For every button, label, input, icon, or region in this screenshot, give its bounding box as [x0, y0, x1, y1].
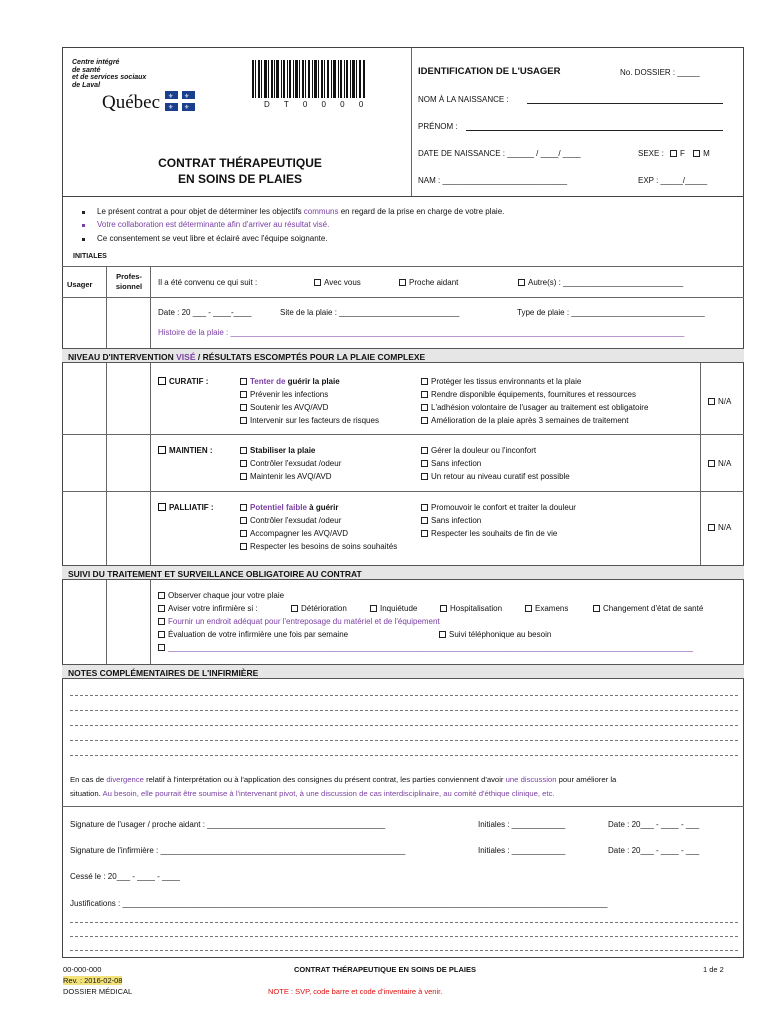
row-line	[62, 297, 744, 298]
checkbox[interactable]	[399, 279, 406, 286]
col-line	[150, 580, 151, 664]
prenom-input[interactable]	[466, 130, 723, 131]
curatif-right-item[interactable]: Protéger les tissus environnants et la plaie	[421, 377, 581, 386]
checkbox[interactable]	[240, 460, 247, 467]
checkbox[interactable]	[314, 279, 321, 286]
checkbox[interactable]	[240, 447, 247, 454]
bullet-icon	[82, 224, 85, 227]
na-col-line	[700, 363, 701, 566]
notes-line[interactable]	[70, 740, 738, 741]
aviser-option[interactable]: Détérioration	[291, 604, 347, 613]
checkbox[interactable]	[240, 378, 247, 385]
sexe-m-label: M	[703, 149, 710, 158]
org-line: de santé	[72, 66, 101, 74]
maintien-right-item[interactable]: Sans infection	[421, 459, 481, 468]
checkbox[interactable]	[440, 605, 447, 612]
aviser-option[interactable]: Inquiétude	[370, 604, 417, 613]
footer-code: 00-000-000	[63, 965, 102, 974]
justif-line[interactable]	[70, 950, 738, 951]
org-line: de Laval	[72, 81, 101, 89]
suivi-observer[interactable]: Observer chaque jour votre plaie	[158, 591, 284, 600]
palliatif-left-item[interactable]: Contrôler l'exsudat /odeur	[240, 516, 341, 525]
palliatif-right-item[interactable]: Sans infection	[421, 516, 481, 525]
org-line: Centre intégré	[72, 59, 120, 66]
notes-line[interactable]	[70, 710, 738, 711]
checkbox[interactable]	[421, 417, 428, 424]
checkbox[interactable]	[421, 530, 428, 537]
intro-bullet-1: Le présent contrat a pour objet de déterminer les objectifs communs en regard de la prise en charge de votre plaie.	[97, 207, 505, 216]
row-line	[62, 806, 744, 807]
site-field[interactable]: Site de la plaie : ___________________________	[280, 308, 460, 317]
histoire-field[interactable]: Histoire de la plaie : ______________________________________________________________________________________________________	[158, 328, 685, 337]
aviser-option[interactable]: Changement d'état de santé	[593, 604, 703, 613]
curatif-left-item[interactable]: Soutenir les AVQ/AVD	[240, 403, 328, 412]
quebec-logo	[102, 91, 195, 114]
svg-text:⚜: ⚜	[183, 94, 190, 100]
initiales-usager-field[interactable]: Initiales : ____________	[478, 820, 566, 829]
checkbox[interactable]	[421, 517, 428, 524]
intro-bullet-3: Ce consentement se veut libre et éclairé avec l'équipe soignante.	[97, 234, 328, 243]
date-usager-field[interactable]: Date : 20___ - ____ - ___	[608, 820, 700, 829]
cesse-field[interactable]: Cessé le : 20___ - ____ - ____	[70, 872, 180, 881]
checkbox[interactable]	[240, 517, 247, 524]
id-title: IDENTIFICATION DE L'USAGER	[418, 66, 561, 77]
checkbox[interactable]	[421, 447, 428, 454]
palliatif-left-item[interactable]: Respecter les besoins de soins souhaités	[240, 542, 397, 551]
curatif-goal[interactable]: Tenter de guérir la plaie	[240, 377, 340, 386]
title-line: CONTRAT THÉRAPEUTIQUE	[158, 156, 322, 170]
checkbox[interactable]	[421, 378, 428, 385]
checkbox[interactable]	[518, 279, 525, 286]
ddn-field[interactable]: DATE DE NAISSANCE : ______ / ____/ ____	[418, 149, 581, 158]
title-line: EN SOINS DE PLAIES	[177, 172, 303, 186]
svg-text:⚜: ⚜	[167, 105, 174, 111]
intro-bullet-2: Votre collaboration est déterminante afin d'arriver au résultat visé.	[97, 220, 330, 229]
col-line	[150, 266, 151, 566]
autre-option[interactable]: Autre(s) : ___________________________	[518, 278, 683, 287]
convenu-text: Il a été convenu ce qui suit :	[158, 278, 258, 287]
org-logo	[72, 59, 182, 89]
checkbox[interactable]	[158, 631, 165, 638]
signature-infirmiere-field[interactable]: Signature de l'infirmière : _______________________________________________________	[70, 846, 406, 855]
bullet-icon	[82, 238, 85, 241]
notes-line[interactable]	[70, 695, 738, 696]
curatif-right-item[interactable]: Rendre disponible équipements, fournitures et ressources	[421, 390, 636, 399]
checkbox[interactable]	[158, 592, 165, 599]
quebec-flag-icon	[165, 91, 195, 111]
checkbox[interactable]	[158, 377, 166, 385]
niveau-band: NIVEAU D'INTERVENTION VISÉ / RÉSULTATS ESCOMPTÉS POUR LA PLAIE COMPLEXE	[62, 348, 744, 363]
col-professionnel: Profes- sionnel	[115, 272, 143, 291]
justifications-field[interactable]: Justifications : _____________________________________________________________________________________________________________	[70, 899, 608, 908]
suivi-band: SUIVI DU TRAITEMENT ET SURVEILLANCE OBLIGATOIRE AU CONTRAT	[62, 565, 744, 580]
suivi-aviser[interactable]: Aviser votre infirmière si :	[158, 604, 258, 613]
maintien-left-item[interactable]: Contrôler l'exsudat /odeur	[240, 459, 341, 468]
checkbox[interactable]	[421, 473, 428, 480]
prenom-label: PRÉNOM :	[418, 122, 458, 131]
checkbox[interactable]	[158, 644, 165, 651]
notes-line[interactable]	[70, 725, 738, 726]
maintien-na[interactable]: N/A	[708, 459, 731, 468]
barcode-text: D T 0 0 0 0	[264, 100, 370, 109]
checkbox[interactable]	[240, 543, 247, 550]
nom-input[interactable]	[527, 103, 723, 104]
bullet-icon	[82, 211, 85, 214]
checkbox[interactable]	[291, 605, 298, 612]
footer-note: NOTE : SVP, code barre et code d'inventaire à venir.	[268, 987, 443, 996]
signature-usager-field[interactable]: Signature de l'usager / proche aidant : ________________________________________	[70, 820, 386, 829]
checkbox[interactable]	[158, 605, 165, 612]
proche-aidant-option[interactable]: Proche aidant	[399, 278, 458, 287]
palliatif-right-item[interactable]: Respecter les souhaits de fin de vie	[421, 529, 557, 538]
palliatif-right-item[interactable]: Promouvoir le confort et traiter la douleur	[421, 503, 576, 512]
divergence-paragraph-2: situation. Au besoin, elle pourrait être soumise à l'intervenant pivot, à une discussion de cas interdisciplinaire, au comité d'éthique clinique, etc.	[70, 789, 555, 798]
curatif-option[interactable]: CURATIF :	[158, 377, 208, 386]
checkbox[interactable]	[240, 530, 247, 537]
checkbox[interactable]	[158, 446, 166, 454]
suivi-fournir[interactable]: Fournir un endroit adéquat pour l'entreposage du matériel et de l'équipement	[158, 617, 440, 626]
checkbox[interactable]	[158, 503, 166, 511]
curatif-na[interactable]: N/A	[708, 397, 731, 406]
col-line	[106, 266, 107, 566]
row-line	[62, 491, 744, 492]
quebec-word: Québec	[102, 92, 161, 113]
form-title	[120, 155, 360, 187]
maintien-right-item[interactable]: Un retour au niveau curatif est possible	[421, 472, 570, 481]
checkbox[interactable]	[240, 417, 247, 424]
suivi-autre[interactable]: ______________________________________________________________________________________________________________________	[158, 643, 738, 652]
nom-label: NOM À LA NAISSANCE :	[418, 95, 509, 104]
maintien-option[interactable]: MAINTIEN :	[158, 446, 213, 455]
initiales-label: INITIALES	[73, 253, 107, 260]
curatif-left-item[interactable]: Prévenir les infections	[240, 390, 328, 399]
checkbox[interactable]	[240, 391, 247, 398]
checkbox[interactable]	[421, 504, 428, 511]
maintien-right-item[interactable]: Gérer la douleur ou l'inconfort	[421, 446, 536, 455]
row-line	[62, 434, 744, 435]
justif-line[interactable]	[70, 936, 738, 937]
footer-dossier: DOSSIER MÉDICAL	[63, 987, 133, 996]
date-field[interactable]: Date : 20 ___ - ____-____	[158, 308, 252, 317]
suivi-telephonique[interactable]: Suivi téléphonique au besoin	[439, 630, 551, 639]
sexe-f-label: F	[680, 149, 685, 158]
sexe-label: SEXE :	[638, 149, 664, 158]
checkbox[interactable]	[525, 605, 532, 612]
checkbox[interactable]	[240, 473, 247, 480]
communs-text: communs	[303, 207, 339, 216]
maintien-left-item[interactable]: Stabiliser la plaie	[240, 446, 315, 455]
palliatif-option[interactable]: PALLIATIF :	[158, 503, 214, 512]
checkbox[interactable]	[158, 618, 165, 625]
curatif-right-item[interactable]: L'adhésion volontaire de l'usager au traitement est obligatoire	[421, 403, 648, 412]
palliatif-left-item[interactable]: Accompagner les AVQ/AVD	[240, 529, 348, 538]
id-divider	[411, 48, 412, 196]
aviser-option[interactable]: Examens	[525, 604, 568, 613]
avec-vous-option[interactable]: Avec vous	[314, 278, 361, 287]
footer-title: CONTRAT THÉRAPEUTIQUE EN SOINS DE PLAIES	[294, 965, 476, 974]
svg-text:⚜: ⚜	[167, 94, 174, 100]
dossier-field[interactable]: No. DOSSIER : _____	[620, 68, 700, 77]
curatif-right-item[interactable]: Amélioration de la plaie après 3 semaines de traitement	[421, 416, 628, 425]
checkbox[interactable]	[439, 631, 446, 638]
org-line: et de services sociaux	[72, 74, 147, 81]
sexe-m-checkbox[interactable]	[693, 150, 700, 157]
palliatif-na[interactable]: N/A	[708, 523, 731, 532]
sexe-f-checkbox[interactable]	[670, 150, 677, 157]
checkbox[interactable]	[708, 524, 715, 531]
barcode-icon	[252, 60, 367, 98]
footer-rev: Rev. : 2016-02-08	[63, 976, 123, 985]
header-divider	[62, 196, 744, 197]
maintien-left-item[interactable]: Maintenir les AVQ/AVD	[240, 472, 332, 481]
col-line	[106, 580, 107, 664]
exp-field[interactable]: EXP : _____/_____	[638, 176, 708, 185]
checkbox[interactable]	[421, 391, 428, 398]
curatif-left-item[interactable]: Intervenir sur les facteurs de risques	[240, 416, 379, 425]
checkbox[interactable]	[593, 605, 600, 612]
justif-line[interactable]	[70, 922, 738, 923]
checkbox[interactable]	[240, 404, 247, 411]
suivi-evaluation[interactable]: Évaluation de votre infirmière une fois par semaine	[158, 630, 348, 639]
col-usager: Usager	[67, 280, 93, 289]
checkbox[interactable]	[421, 460, 428, 467]
svg-text:⚜: ⚜	[183, 105, 190, 111]
checkbox[interactable]	[708, 460, 715, 467]
initiales-infirmiere-field[interactable]: Initiales : ____________	[478, 846, 566, 855]
date-infirmiere-field[interactable]: Date : 20___ - ____ - ___	[608, 846, 700, 855]
aviser-option[interactable]: Hospitalisation	[440, 604, 502, 613]
row-line	[62, 266, 744, 267]
sexe-field	[638, 149, 710, 158]
checkbox[interactable]	[421, 404, 428, 411]
checkbox[interactable]	[708, 398, 715, 405]
checkbox[interactable]	[370, 605, 377, 612]
footer-page: 1 de 2	[703, 965, 724, 974]
checkbox[interactable]	[240, 504, 247, 511]
notes-line[interactable]	[70, 755, 738, 756]
divergence-paragraph: En cas de divergence relatif à l'interprétation ou à l'application des consignes du présent contrat, les parties conviennent d'avoir une discussion pour améliorer la	[70, 775, 617, 784]
type-field[interactable]: Type de plaie : ______________________________	[517, 308, 705, 317]
nam-field[interactable]: NAM : ____________________________	[418, 176, 568, 185]
palliatif-goal[interactable]: Potentiel faible à guérir	[240, 503, 338, 512]
notes-band: NOTES COMPLÉMENTAIRES DE L'INFIRMIÈRE	[62, 664, 744, 679]
